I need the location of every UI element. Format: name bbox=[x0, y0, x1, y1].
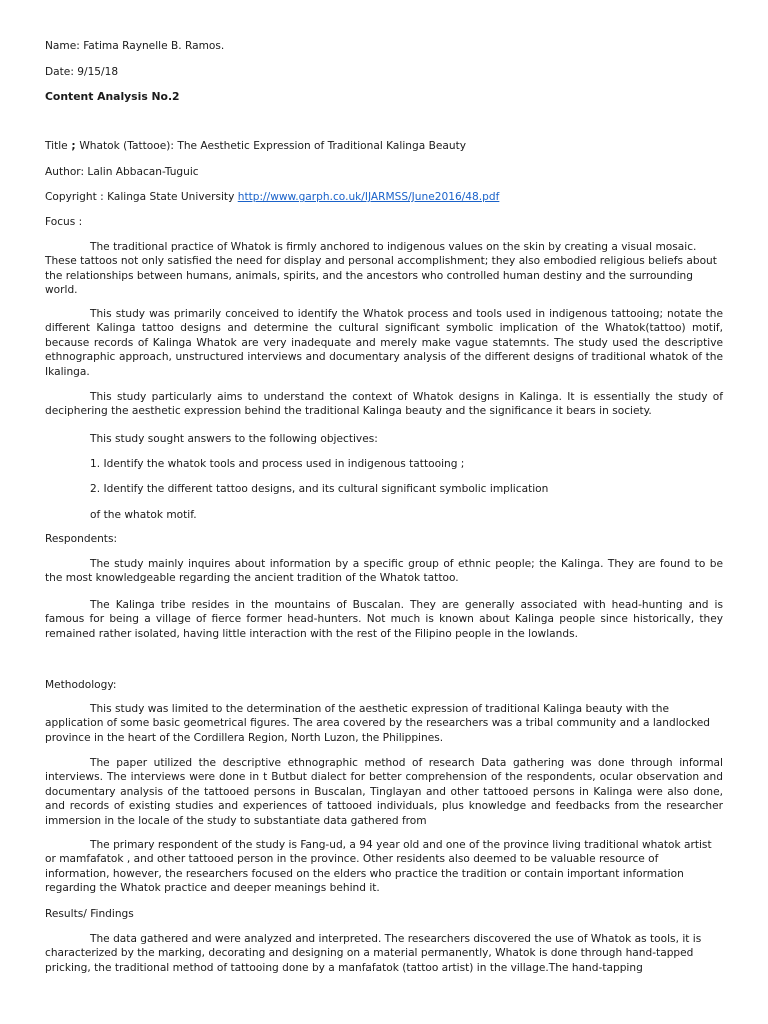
methodology-paragraph-3 bbox=[45, 838, 723, 896]
respondents-paragraph-2 bbox=[45, 598, 723, 641]
copyright-label: Copyright : Kalinga State University bbox=[45, 191, 238, 203]
title-text: Whatok (Tattooe): The Aesthetic Expression of Traditional Kalinga Beauty bbox=[79, 140, 467, 152]
focus-paragraph-2 bbox=[45, 307, 723, 379]
methodology-label: Methodology: bbox=[45, 679, 117, 691]
student-name: Name: Fatima Raynelle B. Ramos. bbox=[45, 40, 225, 52]
title-separator: ; bbox=[67, 140, 80, 152]
methodology-text-2: The paper utilized the descriptive ethnographic method of research Data gathering was done through informal interviews. The interviews were done in t Butbut dialect for better comprehension of the respondents, ocular observation and documentary analysis of the tattooed persons in Buscalan, Tinglayan and other tattooed persons in Kalinga were also done, and records of existing studies and experiences of tattooed individuals, plus knowledge and feedbacks from the researcher immersion in the locale of the study to substantiate data gathered from bbox=[45, 757, 723, 827]
methodology-text-1: This study was limited to the determination of the aesthetic expression of traditional Kalinga beauty with the application of some basic geometrical figures. The area covered by the researchers was a tribal community and a landlocked province in the heart of the Cordillera Region, North Luzon, the Philippines. bbox=[45, 703, 710, 744]
respondents-text-2: The Kalinga tribe resides in the mountains of Buscalan. They are generally associated with head-hunting and is famous for being a village of fierce former head-hunters. Not much is known about Kalinga people since historically, they remained rather isolated, having little interaction with the rest of the Filipino people in the lowlands. bbox=[45, 599, 723, 640]
copyright-line bbox=[45, 190, 499, 204]
focus-text-3: This study particularly aims to understand the context of Whatok designs in Kalinga. It is essentially the study of deciphering the aesthetic expression behind the traditional Kalinga beauty and the significance it bears in society. bbox=[45, 391, 723, 418]
methodology-paragraph-1 bbox=[45, 702, 723, 745]
focus-paragraph-1 bbox=[45, 240, 723, 298]
results-label: Results/ Findings bbox=[45, 908, 134, 920]
respondents-text-1: The study mainly inquires about information by a specific group of ethnic people; the Kalinga. They are found to be the most knowledgeable regarding the ancient tradition of the Whatok tattoo. bbox=[45, 558, 723, 585]
objective-2-continued: of the whatok motif. bbox=[90, 509, 197, 521]
focus-label: Focus : bbox=[45, 216, 83, 228]
title-label: Title bbox=[45, 140, 68, 152]
focus-paragraph-3 bbox=[45, 390, 723, 419]
respondents-label: Respondents: bbox=[45, 533, 118, 545]
author-line: Author: Lalin Abbacan-Tuguic bbox=[45, 166, 199, 178]
methodology-paragraph-2 bbox=[45, 756, 723, 828]
date-line: Date: 9/15/18 bbox=[45, 66, 119, 78]
focus-text-2: This study was primarily conceived to identify the Whatok process and tools used in indigenous tattooing; notate the different Kalinga tattoo designs and determine the cultural significant symbolic implication of the Whatok(tattoo) motif, because records of Kalinga Whatok are very inadequate and merely make vague statemnts. The study used the descriptive ethnographic approach, unstructured interviews and documentary analysis of the different designs of traditional whatok of the Ikalinga. bbox=[45, 308, 723, 378]
objective-2: 2. Identify the different tattoo designs, and its cultural significant symbolic implication bbox=[90, 483, 549, 495]
title-line bbox=[45, 139, 466, 153]
document-heading: Content Analysis No.2 bbox=[45, 90, 180, 103]
focus-text-1: The traditional practice of Whatok is firmly anchored to indigenous values on the skin by creating a visual mosaic. These tattoos not only satisfied the need for display and personal accomplishment; they also embodied religious beliefs about the relationships between humans, animals, spirits, and the ancestors who controlled human destiny and the surrounding world. bbox=[45, 241, 717, 297]
results-text-1: The data gathered and were analyzed and interpreted. The researchers discovered the use of Whatok as tools, it is characterized by the marking, decorating and designing on a material permanently, Whatok is done through hand-tapped pricking, the traditional method of tattooing done by a manfafatok (tattoo artist) in the village.The hand-tapping bbox=[45, 933, 702, 974]
objectives-intro: This study sought answers to the following objectives: bbox=[90, 433, 378, 445]
objective-1: 1. Identify the whatok tools and process used in indigenous tattooing ; bbox=[90, 458, 465, 470]
respondents-paragraph-1 bbox=[45, 557, 723, 586]
source-link[interactable]: http://www.garph.co.uk/IJARMSS/June2016/48.pdf bbox=[237, 191, 500, 203]
results-paragraph-1 bbox=[45, 932, 723, 975]
methodology-text-3: The primary respondent of the study is Fang-ud, a 94 year old and one of the province living traditional whatok artist or mamfafatok , and other tattooed person in the province. Other residents also deemed to be valuable resource of information, however, the researchers focused on the elders who practice the tradition or contain important information regarding the Whatok practice and deeper meanings behind it. bbox=[45, 839, 712, 895]
